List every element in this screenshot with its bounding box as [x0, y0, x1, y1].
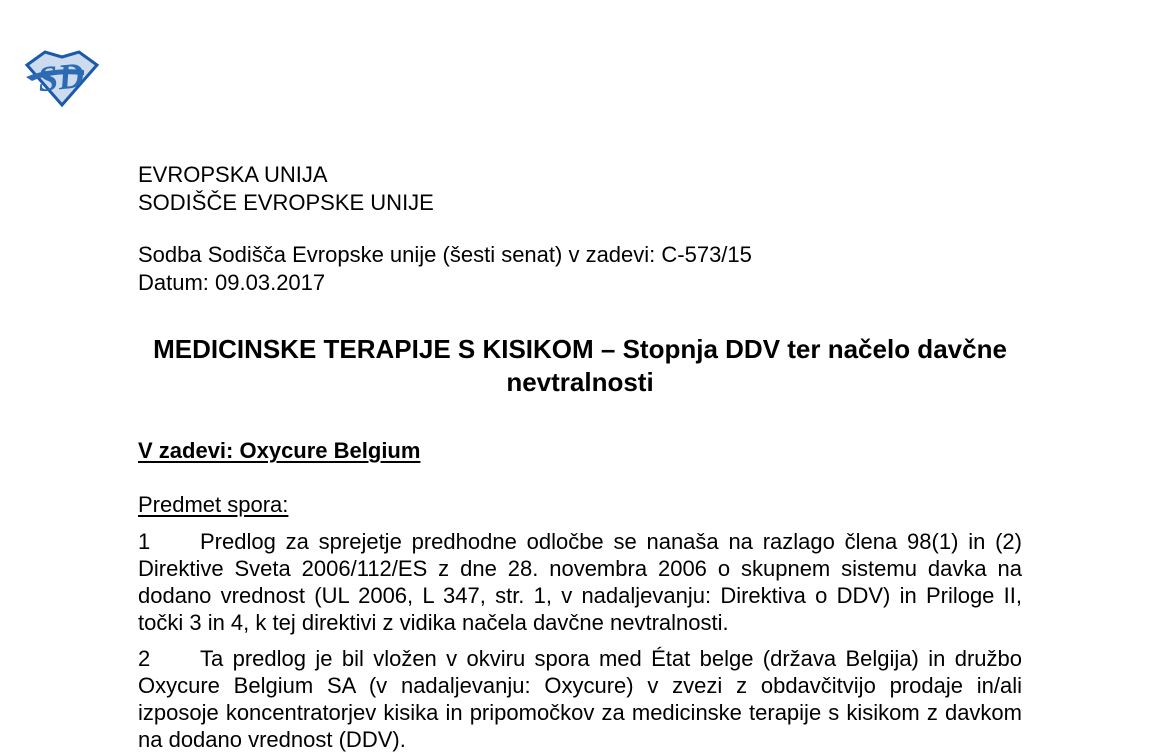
paragraph-1	[138, 528, 1022, 636]
paragraph-1-text: Predlog za sprejetje predhodne odločbe se nanaša na razlago člena 98(1) in (2) Direktive Sveta 2006/112/ES z dne 28. novembra 2006 o skupnem sistemu davka na dodano vrednost (UL 2006, L 347, str. 1, v nadaljevanju: Direktiva o DDV) in Priloge II, točki 3 in 4, k tej direktivi z vidika načela davčne nevtralnosti.	[138, 529, 1022, 635]
paragraph-2-text: Ta predlog je bil vložen v okviru spora med État belge (država Belgija) in družbo Oxycure Belgium SA (v nadaljevanju: Oxycure) v zvezi z obdavčitvijo prodaje in/ali izposoje koncentratorjev kisika in pripomočkov za medicinske terapije s kisikom z davkom na dodano vrednost (DDV).	[138, 646, 1022, 752]
org-header-line-1: EVROPSKA UNIJA	[138, 162, 328, 187]
svg-text:SD: SD	[35, 54, 86, 100]
sd-shield-logo	[24, 48, 100, 108]
paragraph-1-number: 1	[138, 529, 151, 554]
sd-shield-logo-icon	[24, 48, 100, 108]
subject-heading: V zadevi: Oxycure Belgium	[138, 438, 421, 463]
case-reference-line: Sodba Sodišča Evropske unije (šesti senat) v zadevi: C-573/15	[138, 242, 752, 267]
document-title: MEDICINSKE TERAPIJE S KISIKOM – Stopnja DDV ter načelo davčne nevtralnosti	[153, 334, 1007, 397]
org-header	[138, 161, 434, 216]
case-date-line: Datum: 09.03.2017	[138, 269, 326, 295]
paragraph-2	[138, 645, 1022, 753]
org-header-line-2: SODIŠČE EVROPSKE UNIJE	[138, 189, 434, 215]
case-info	[138, 241, 752, 296]
paragraph-2-number: 2	[138, 646, 151, 671]
section-heading: Predmet spora:	[138, 492, 289, 517]
